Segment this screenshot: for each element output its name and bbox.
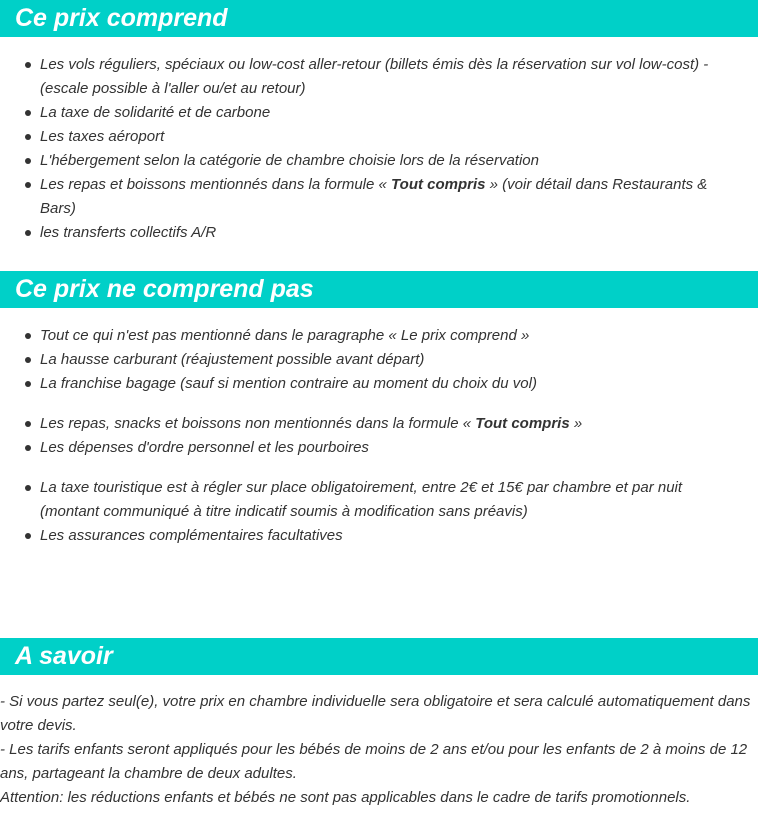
list-item bbox=[0, 324, 758, 348]
list-item bbox=[0, 53, 758, 101]
bullet-icon bbox=[25, 533, 31, 539]
list-item-text: La hausse carburant (réajustement possible avant départ) bbox=[40, 351, 425, 368]
includes-list bbox=[0, 53, 758, 245]
list-item bbox=[0, 221, 758, 245]
excludes-list bbox=[0, 324, 758, 548]
list-item bbox=[0, 412, 758, 436]
bullet-icon bbox=[25, 445, 31, 451]
bullet-icon bbox=[25, 158, 31, 164]
bullet-icon bbox=[25, 421, 31, 427]
list-item-text: La franchise bagage (sauf si mention contraire au moment du choix du vol) bbox=[40, 375, 537, 392]
section-header-includes bbox=[0, 0, 758, 37]
list-item bbox=[0, 476, 758, 524]
bullet-icon bbox=[25, 230, 31, 236]
section-title-excludes: Ce prix ne comprend pas bbox=[15, 275, 314, 303]
list-item bbox=[0, 348, 758, 372]
bullet-icon bbox=[25, 182, 31, 188]
list-item bbox=[0, 372, 758, 396]
bullet-icon bbox=[25, 485, 31, 491]
section-header-excludes bbox=[0, 271, 758, 308]
formula-name: Tout compris bbox=[475, 415, 570, 432]
list-item-text: Les assurances complémentaires facultatives bbox=[40, 527, 343, 544]
list-item-text: Les repas et boissons mentionnés dans la formule « bbox=[40, 176, 392, 193]
note-line: - Si vous partez seul(e), votre prix en chambre individuelle sera obligatoire et sera calculé automatiquement dans votre devis. bbox=[0, 693, 751, 734]
note-line: Attention: les réductions enfants et bébés ne sont pas applicables dans le cadre de tarifs promotionnels. bbox=[0, 789, 691, 806]
list-item-text: Les taxes aéroport bbox=[40, 128, 165, 145]
bullet-icon bbox=[25, 333, 31, 339]
bullet-icon bbox=[25, 357, 31, 363]
bullet-icon bbox=[25, 62, 31, 68]
list-item bbox=[0, 125, 758, 149]
bullet-icon bbox=[25, 381, 31, 387]
list-item bbox=[0, 436, 758, 460]
formula-name: Tout compris bbox=[391, 176, 486, 193]
list-item-text-after: » bbox=[569, 415, 583, 432]
list-item bbox=[0, 101, 758, 125]
list-item bbox=[0, 173, 758, 221]
list-item-text: Les dépenses d'ordre personnel et les pourboires bbox=[40, 439, 369, 456]
list-item-text: La taxe de solidarité et de carbone bbox=[40, 104, 271, 121]
list-item-text-after: » (voir détail dans Restaurants & Bars) bbox=[40, 176, 708, 217]
list-item bbox=[0, 149, 758, 173]
list-item-text: les transferts collectifs A/R bbox=[40, 224, 217, 241]
section-title-includes: Ce prix comprend bbox=[15, 4, 228, 32]
list-item-text: Les vols réguliers, spéciaux ou low-cost aller-retour (billets émis dès la réservation sur vol low-cost) - (escale possible à l'aller ou/et au retour) bbox=[40, 56, 709, 97]
bullet-icon bbox=[25, 110, 31, 116]
bullet-icon bbox=[25, 134, 31, 140]
notes-block bbox=[0, 690, 752, 810]
section-title-notes: A savoir bbox=[15, 642, 113, 670]
list-item-text: Les repas, snacks et boissons non mentionnés dans la formule « bbox=[40, 415, 476, 432]
list-item bbox=[0, 524, 758, 548]
note-line: - Les tarifs enfants seront appliqués pour les bébés de moins de 2 ans et/ou pour les enfants de 2 à moins de 12 ans, partageant la chambre de deux adultes. bbox=[0, 741, 748, 782]
list-item-text: L'hébergement selon la catégorie de chambre choisie lors de la réservation bbox=[40, 152, 539, 169]
list-item-text: Tout ce qui n'est pas mentionné dans le paragraphe « Le prix comprend » bbox=[40, 327, 530, 344]
section-header-notes bbox=[0, 638, 758, 675]
list-item-text: La taxe touristique est à régler sur place obligatoirement, entre 2€ et 15€ par chambre et par nuit (montant communiqué à titre indicatif soumis à modification sans préavis) bbox=[40, 479, 683, 520]
